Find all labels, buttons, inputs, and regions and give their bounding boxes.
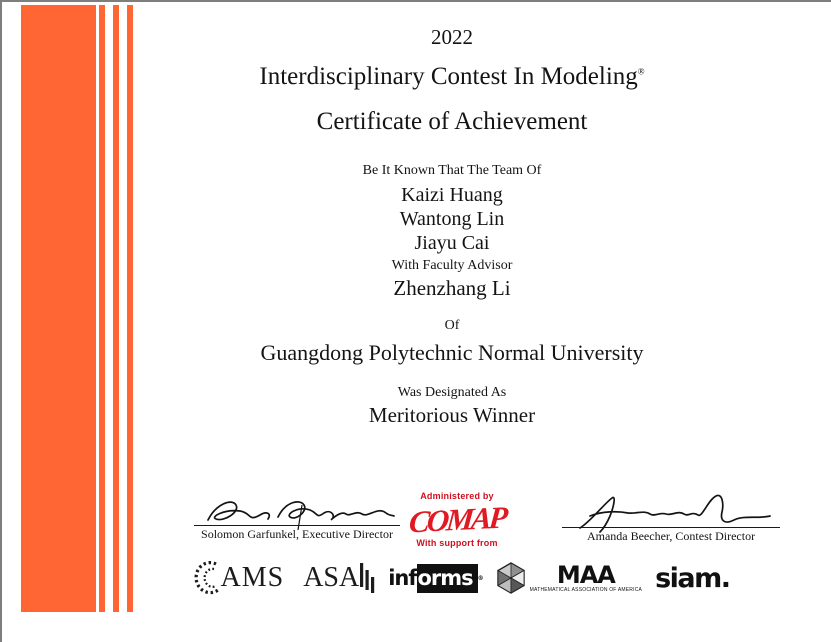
signature-line <box>562 527 780 528</box>
institution-name: Guangdong Polytechnic Normal University <box>260 340 644 365</box>
contest-title-text: Interdisciplinary Contest In Modeling <box>259 63 638 90</box>
maa-logo <box>496 562 642 594</box>
signature-block-contest-director <box>562 488 780 544</box>
signature-caption-left: Solomon Garfunkel, Executive Director <box>201 527 393 541</box>
accent-stripe-thin-3 <box>127 5 133 612</box>
administration-block <box>403 491 511 548</box>
team-members-list <box>142 183 762 255</box>
ams-spiral-icon <box>194 559 220 597</box>
asa-bars-icon <box>359 561 375 595</box>
accent-stripe-thin-1 <box>99 5 105 612</box>
maa-polyhedron-icon <box>496 562 526 594</box>
signature-caption-right: Amanda Beecher, Contest Director <box>586 529 756 543</box>
contest-year: 2022 <box>431 25 473 49</box>
team-intro-label: Be It Known That The Team Of <box>362 163 542 178</box>
informs-suffix: orms <box>417 564 478 593</box>
team-member-3: Jiayu Cai <box>414 232 490 254</box>
certificate-body <box>142 2 762 428</box>
support-from-label: With support from <box>416 538 498 548</box>
informs-registered-mark: ® <box>477 574 483 582</box>
informs-logo <box>388 564 482 593</box>
registered-mark: ® <box>637 66 645 77</box>
asa-label: ASA <box>303 562 360 593</box>
siam-logo <box>655 563 729 594</box>
accent-stripe-main <box>21 5 96 612</box>
ams-label: AMS <box>220 562 285 593</box>
of-label: Of <box>444 318 460 333</box>
accent-stripe-thin-2 <box>113 5 119 612</box>
comap-logo: COMAP <box>407 499 507 540</box>
asa-logo <box>297 561 375 595</box>
informs-prefix: inf <box>388 566 417 590</box>
certificate-subtitle: Certificate of Achievement <box>316 108 588 135</box>
maa-caption: MATHEMATICAL ASSOCIATION OF AMERICA <box>529 587 643 593</box>
designation-intro-label: Was Designated As <box>397 385 507 400</box>
ams-logo <box>194 559 284 597</box>
siam-label: siam. <box>655 562 730 594</box>
contest-title <box>142 63 762 91</box>
signature-block-executive-director <box>194 488 400 542</box>
signature-line <box>194 525 400 526</box>
advisor-intro-label: With Faculty Advisor <box>391 258 513 273</box>
advisor-name: Zhenzhang Li <box>393 276 511 300</box>
team-member-2: Wantong Lin <box>399 208 505 230</box>
maa-text-block <box>530 563 642 593</box>
award-designation: Meritorious Winner <box>368 403 536 427</box>
team-member-1: Kaizi Huang <box>401 184 503 206</box>
sponsor-logos-row <box>142 555 782 601</box>
maa-label: MAA <box>556 561 615 589</box>
administered-by-label: Administered by <box>420 491 494 501</box>
